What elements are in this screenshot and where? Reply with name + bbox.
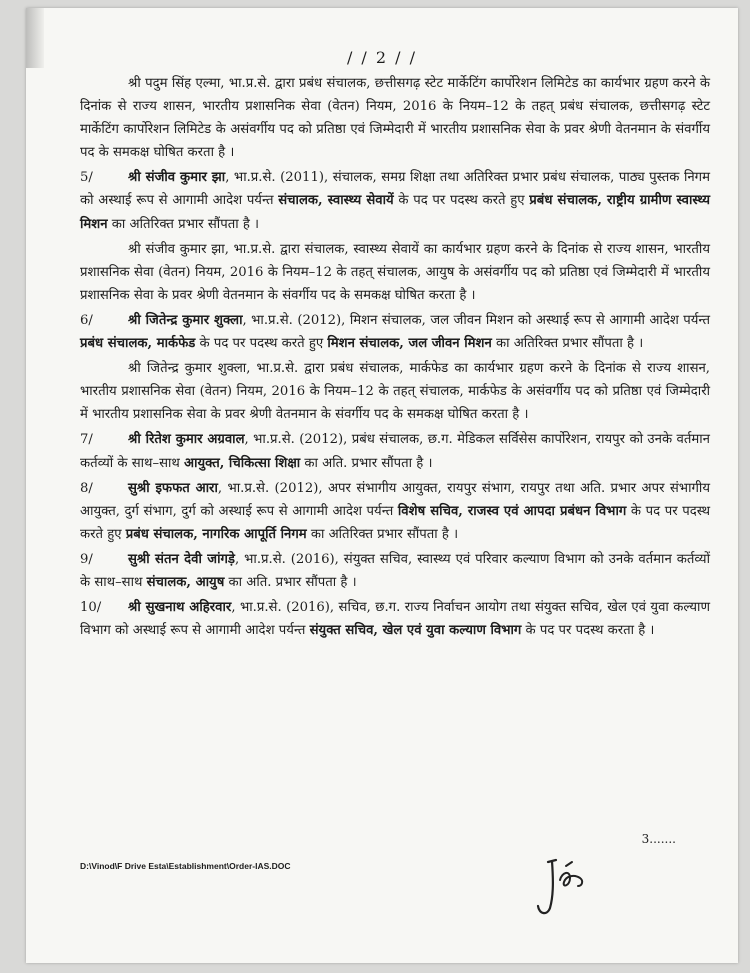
paragraph-number: 10/ [80, 600, 102, 616]
order-paragraph [80, 477, 710, 546]
bold-text: सुश्री इफफत आरा [128, 480, 218, 496]
paragraph-text: के पद पर पदस्थ करते हुए [195, 336, 328, 352]
order-paragraph [80, 72, 710, 164]
order-paragraph [80, 428, 710, 474]
file-path-footer: D:\Vinod\F Drive Esta\Establishment\Order-IAS.DOC [80, 861, 291, 871]
paragraph-text: का अतिरिक्त प्रभार सौंपता है । [491, 336, 644, 352]
paragraph-text: का अतिरिक्त प्रभार सौंपता है । [107, 216, 260, 232]
bold-text: संचालक, आयुष [146, 574, 225, 590]
bold-text: प्रबंध संचालक, मार्कफेड [80, 336, 196, 352]
bold-text: संयुक्त सचिव, खेल एवं युवा कल्याण विभाग [309, 623, 522, 639]
paragraph-text: , भा.प्र.से. (2011), संचालक, समग्र शिक्षा तथा अतिरिक्त प्रभार प्रबंध संचालक, पाठ्य पुस्तक निगम को अस्थाई रूप से आगामी आदेश पर्यन्त [80, 170, 710, 209]
paragraph-text: का अति. प्रभार सौंपता है । [224, 574, 357, 590]
continued-marker: 3....... [641, 832, 676, 846]
paragraph-number: 7/ [80, 432, 93, 448]
paragraph-text: श्री जितेन्द्र कुमार शुक्ला, भा.प्र.से. द्वारा प्रबंध संचालक, मार्कफेड का कार्यभार ग्रहण करने के दिनांक से राज्य शासन, भारतीय प्रशासनिक सेवा (वेतन) नियम, 2016 के नियम–12 के तहत् संचालक, मार्कफेड के असंवर्गीय पद को प्रतिष्ठा एवं जिम्मेदारी में भारतीय प्रशासनिक सेवा के प्रवर श्रेणी वेतनमान के संवर्गीय पद के समकक्ष घोषित करता है । [80, 361, 710, 423]
bold-text: विशेष सचिव, राजस्व एवं आपदा प्रबंधन विभाग [397, 503, 627, 519]
order-paragraph [80, 596, 710, 642]
bold-text: आयुक्त, चिकित्सा शिक्षा [184, 455, 301, 471]
document-page [26, 8, 738, 963]
bold-text: श्री संजीव कुमार झा [128, 170, 226, 186]
paragraph-text: , भा.प्र.से. (2012), अपर संभागीय आयुक्त, रायपुर संभाग, रायपुर तथा अति. प्रभार अपर संभागीय आयुक्त, दुर्ग संभाग, दुर्ग को अस्थाई रूप से आगामी आदेश पर्यन्त [80, 480, 710, 519]
paragraph-text: , भा.प्र.से. (2016), संयुक्त सचिव, स्वास्थ्य एवं परिवार कल्याण विभाग को उनके वर्तमान कर्तव्यों के साथ–साथ [80, 551, 710, 590]
paragraph-text: का अतिरिक्त प्रभार सौंपता है । [306, 526, 459, 542]
paragraph-number: 6/ [80, 312, 93, 328]
paragraph-text: , भा.प्र.से. (2016), सचिव, छ.ग. राज्य निर्वाचन आयोग तथा संयुक्त सचिव, खेल एवं युवा कल्याण विभाग को अस्थाई रूप से आगामी आदेश पर्यन्त [80, 600, 711, 639]
paragraph-text: के पद पर पदस्थ करता है । [521, 623, 655, 639]
bold-text: श्री रितेश कुमार अग्रवाल [128, 432, 245, 448]
paragraph-text: , भा.प्र.से. (2012), प्रबंध संचालक, छ.ग. मेडिकल सर्विसेस कार्पोरेशन, रायपुर को उनके वर्तमान कर्तव्यों के साथ–साथ [80, 432, 710, 471]
order-paragraph [80, 166, 710, 235]
bold-text: सुश्री संतन देवी जांगड़े [128, 551, 235, 567]
order-paragraph [80, 357, 710, 426]
bold-text: श्री जितेन्द्र कुमार शुक्ला [128, 312, 243, 328]
paragraph-text: श्री संजीव कुमार झा, भा.प्र.से. द्वारा संचालक, स्वास्थ्य सेवायें का कार्यभार ग्रहण करने के दिनांक से राज्य शासन, भारतीय प्रशासनिक सेवा (वेतन) नियम, 2016 के नियम–12 के तहत् संचालक, आयुष के असंवर्गीय पद को प्रतिष्ठा एवं जिम्मेदारी में भारतीय प्रशासनिक सेवा के प्रवर श्रेणी वेतनमान के संवर्गीय पद के समकक्ष घोषित करता है । [80, 241, 710, 303]
paragraph-number: 8/ [80, 480, 93, 496]
page-number: / / 2 / / [346, 48, 418, 67]
paragraph-text: श्री पदुम सिंह एल्मा, भा.प्र.से. द्वारा प्रबंध संचालक, छत्तीसगढ़ स्टेट मार्केटिंग कार्पोरेशन लिमिटेड का कार्यभार ग्रहण करने के दिनांक से राज्य शासन, भारतीय प्रशासनिक सेवा (वेतन) नियम, 2016 के नियम–12 के तहत् प्रबंध संचालक, छत्तीसगढ़ स्टेट मार्केटिंग कार्पोरेशन लिमिटेड के असंवर्गीय पद को प्रतिष्ठा एवं जिम्मेदारी में भारतीय प्रशासनिक सेवा के प्रवर श्रेणी वेतनमान के संवर्गीय पद के समकक्ष घोषित करता है । [80, 76, 710, 161]
order-paragraph [80, 548, 710, 594]
order-paragraph [80, 309, 710, 355]
bold-text: श्री सुखनाथ अहिरवार [128, 600, 232, 616]
paragraph-text: , भा.प्र.से. (2012), मिशन संचालक, जल जीवन मिशन को अस्थाई रूप से आगामी आदेश पर्यन्त [242, 312, 710, 328]
paragraph-text: के पद पर पदस्थ करते हुए [80, 503, 710, 542]
paragraph-number: 5/ [80, 170, 93, 186]
bold-text: संचालक, स्वास्थ्य सेवायें [278, 193, 394, 209]
paragraph-number: 9/ [80, 551, 93, 567]
order-paragraph [80, 238, 710, 307]
bold-text: प्रबंध संचालक, नागरिक आपूर्ति निगम [125, 526, 307, 542]
signature-mark [526, 856, 596, 918]
paragraph-text: का अति. प्रभार सौंपता है । [300, 455, 433, 471]
bold-text: प्रबंध संचालक, राष्ट्रीय ग्रामीण स्वास्थ्य मिशन [80, 193, 710, 232]
bold-text: मिशन संचालक, जल जीवन मिशन [327, 336, 492, 352]
paragraph-text: के पद पर पदस्थ करते हुए [393, 193, 530, 209]
order-body [80, 72, 710, 644]
